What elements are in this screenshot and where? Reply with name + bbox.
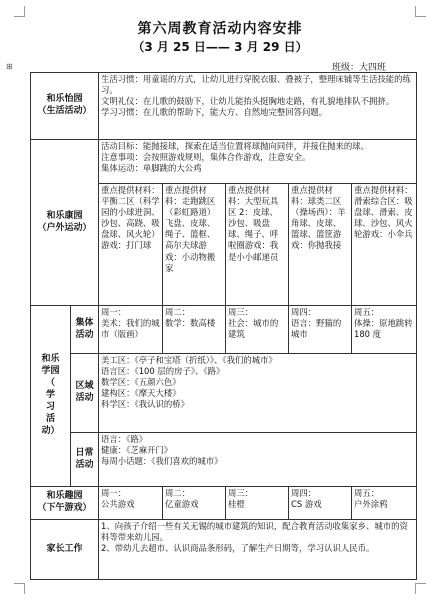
area-line: 语言区：《100 层的房子》、《路》: [101, 366, 225, 377]
outdoor-content: [99, 140, 417, 184]
group-activity-name: 集体 活动: [71, 306, 99, 354]
outdoor-row: [31, 140, 417, 184]
group-day-cell: 周五： 体操：原地跳转 180 度: [352, 306, 417, 354]
daily-activity-row: [31, 433, 417, 487]
class-label: 班级：大四班: [332, 63, 387, 73]
life-line: 文明礼仪：在儿歌的鼓励下，让幼儿能抬头挺胸地走路，有礼貌地排队不拥挤。: [101, 96, 395, 107]
game-day-cell: 周四： CS 游戏: [289, 487, 352, 520]
parents-row: [31, 520, 417, 580]
group-activity-row: [31, 306, 417, 354]
page-corner-mark: [415, 6, 426, 17]
life-row: [31, 73, 417, 140]
area-activity-name: 区域 活动: [71, 354, 99, 433]
outdoor-section-name: 和乐康园 （户外运动）: [31, 140, 99, 306]
document-title: 第六周教育活动内容安排: [137, 21, 303, 37]
schedule-table: [30, 72, 417, 580]
date-range: （3 月 25 日—— 3 月 29 日）: [132, 40, 308, 54]
game-day-cell: 周一： 公共游戏: [99, 487, 163, 520]
life-section-name: 和乐怡园 （生活活动）: [31, 73, 99, 140]
page-corner-mark: [14, 583, 25, 594]
daily-activity-content: [99, 433, 417, 487]
outdoor-zone: 重点提供材料：走跑跳区（彩虹路道）飞盘、皮球、绳子、篮框、高尔夫球游戏：小动物搬家: [163, 184, 226, 306]
game-row: [31, 487, 417, 520]
group-day-cell: 周四： 语言：野猫的城市: [289, 306, 352, 354]
outdoor-line: 活动目标：能抛接球，探索在适当位置将球抛向同伴，并接住抛来的球。: [101, 141, 370, 151]
daily-line: 健康：《芝麻开门》: [101, 445, 173, 456]
group-day-cell: 周一： 美术：我们的城市（版画）: [99, 306, 163, 354]
group-day-cell: 周三： 社会：城市的建筑: [226, 306, 289, 354]
outdoor-line: 集体运动：单脚跳的大公鸡: [101, 163, 202, 174]
table-anchor-icon[interactable]: ⊞: [6, 62, 13, 71]
group-day-cell: 周二： 数学：数高楼: [163, 306, 226, 354]
outdoor-zone: 重点提供材料：平衡二区（科学园的小球进洞、沙包、高跷、吸盘球、风火轮）游戏：打门球: [99, 184, 163, 306]
page-corner-mark: [415, 583, 426, 594]
game-day-cell: 周五： 户外涂鸦: [352, 487, 417, 520]
parents-line: 2、带幼儿去超市、认识商品条形码，了解生产日期等，学习认识人民币。: [101, 543, 375, 554]
outdoor-zone: 重点提供材料：大型玩具区 2：皮球、沙包、吸盘球、绳子、呼啦圈游戏：我是小小邮递员: [226, 184, 289, 306]
area-line: 数学区：《五颜六色》: [101, 377, 181, 388]
outdoor-line: 注意事项：会按照游戏规则，集体合作游戏，注意安全。: [101, 152, 311, 163]
area-line: 建构区：《摩天大楼》: [101, 388, 181, 399]
game-day-cell: 周二： 亿童游戏: [163, 487, 226, 520]
life-line: 生活习惯：用童谣的方式，让幼儿进行穿脱衣服、叠被子，整理床铺等生活技能的练习。: [101, 74, 411, 96]
area-activity-row: [31, 354, 417, 433]
parents-line: 1、向孩子介绍一些有关无锡的城市建筑的知识，配合教育活动收集家乡、城市的资料等带来幼儿园。: [101, 521, 408, 543]
learning-section-name: 和乐 学园 （ 学 习 活 动）: [31, 306, 71, 487]
game-section-name: 和乐趣园 （下午游戏）: [31, 487, 99, 520]
game-day-cell: 周三： 桂橙: [226, 487, 289, 520]
area-activity-content: [99, 354, 417, 433]
area-line: 美工区：《亭子和宝塔（折纸）》、《我们的城市》: [101, 355, 277, 365]
page-corner-mark: [14, 6, 25, 17]
outdoor-zone: 重点提供材料：球类二区（操场西）：羊角球、皮球、篮球、篮筐游戏：你抛我接: [289, 184, 352, 306]
daily-activity-name: 日常 活动: [71, 433, 99, 487]
daily-line: 语言：《路》: [101, 434, 148, 444]
life-content: [99, 73, 417, 140]
parents-section-name: 家长工作: [31, 520, 99, 580]
area-line: 科学区：《我认识的桥》: [101, 399, 189, 410]
outdoor-zone: 重点提供材料：滑索综合区：吸盘球、滑索、皮球、沙包、风火轮游戏：小伞兵: [352, 184, 417, 306]
daily-line: 每周小话题：《我们喜欢的城市》: [101, 456, 223, 467]
parents-content: [99, 520, 417, 580]
life-line: 学习习惯：在儿歌的帮助下，能大方、自然地完整回答问题。: [101, 107, 328, 118]
